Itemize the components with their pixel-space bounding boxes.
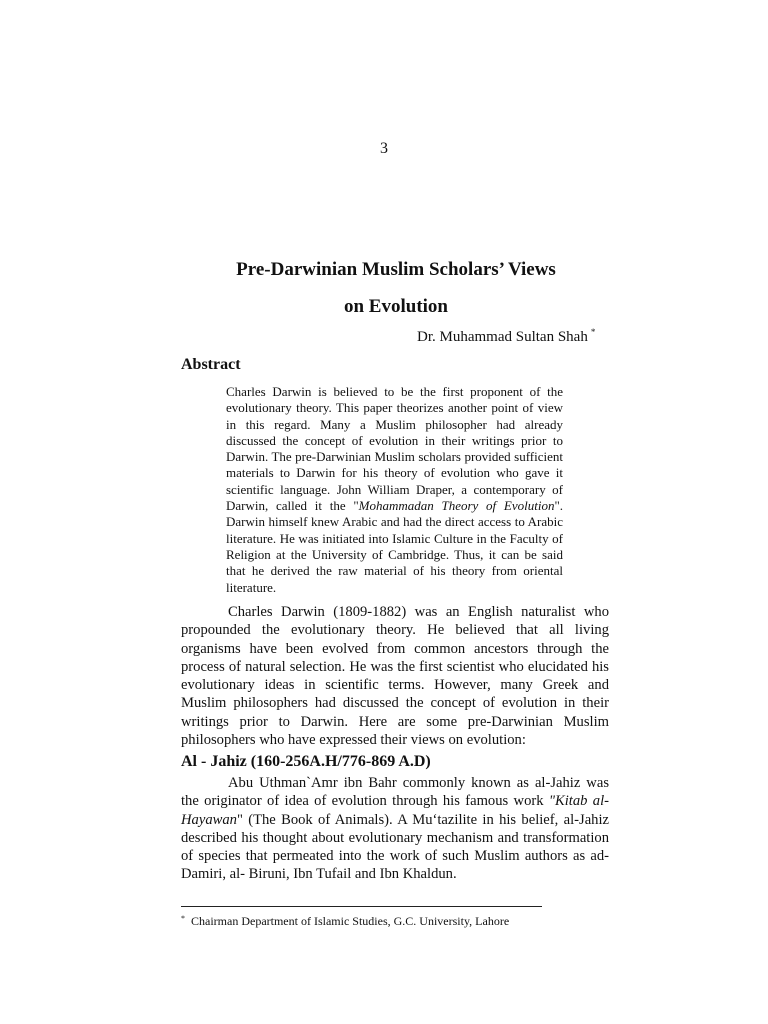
section-heading-al-jahiz: Al - Jahiz (160-256A.H/776-869 A.D): [181, 753, 431, 770]
author-name: Dr. Muhammad Sultan Shah: [417, 329, 588, 345]
body-paragraph-2: [181, 774, 609, 884]
abstract-heading: Abstract: [181, 356, 241, 373]
abstract-text-part-2: ". Darwin himself knew Arabic and had the direct access to Arabic literature. He was initiated into Islamic Culture in the Faculty of Religion at the University of Cambridge. Thus, it can be said that he derived the raw material of his theory from oriental literature.: [226, 498, 564, 595]
page-number: 3: [380, 140, 388, 157]
footnote-text: Chairman Department of Islamic Studies, G.C. University, Lahore: [191, 914, 510, 928]
paragraph-2-part-1: Abu Uthman`Amr ibn Bahr commonly known as al-Jahiz was the originator of idea of evolution through his famous work: [181, 775, 609, 810]
author-footnote-marker: *: [590, 327, 596, 337]
footnote-divider: [181, 906, 542, 907]
title-line-2: on Evolution: [343, 296, 448, 317]
body-paragraph-1: Charles Darwin (1809-1882) was an English naturalist who propounded the evolutionary theory. He believed that all living organisms have been evolved from common ancestors through the process of natural selection. He was the first scientist who elucidated his evolutionary ideas in scientific terms. However, many Greek and Muslim philosophers had discussed the concept of evolution in their writings prior to Darwin. Here are some pre-Darwinian Muslim philosophers who have expressed their views on evolution:: [181, 604, 609, 749]
abstract-text-part-1: Charles Darwin is believed to be the first proponent of the evolutionary theory. This paper theorizes another point of view in this regard. Many a Muslim philosopher had already discussed the concept of evolution in their writings prior to Darwin. The pre-Darwinian Muslim scholars provided sufficient materials to Darwin for his theory of evolution who gave it scientific language. John William Draper, a contemporary of Darwin, called it the ": [226, 384, 563, 514]
abstract-text: [226, 384, 563, 596]
paragraph-2-part-2: " (The Book of Animals). A Mu‘tazilite in his belief, al-Jahiz described his thought about evolutionary mechanism and transformation of species that permeated into the work of such Muslim authors as ad-Damiri, al- Biruni, Ibn Tufail and Ibn Khaldun.: [181, 811, 609, 883]
abstract-italic-phrase: Mohammadan Theory of Evolution: [358, 498, 555, 514]
paragraph-2-italic-title: "Kitab al-Hayawan: [181, 793, 609, 828]
footnote-marker: *: [181, 914, 185, 923]
author-line: [417, 329, 595, 346]
footnote: [181, 914, 509, 929]
title-line-1: Pre-Darwinian Muslim Scholars’ Views: [236, 259, 556, 280]
